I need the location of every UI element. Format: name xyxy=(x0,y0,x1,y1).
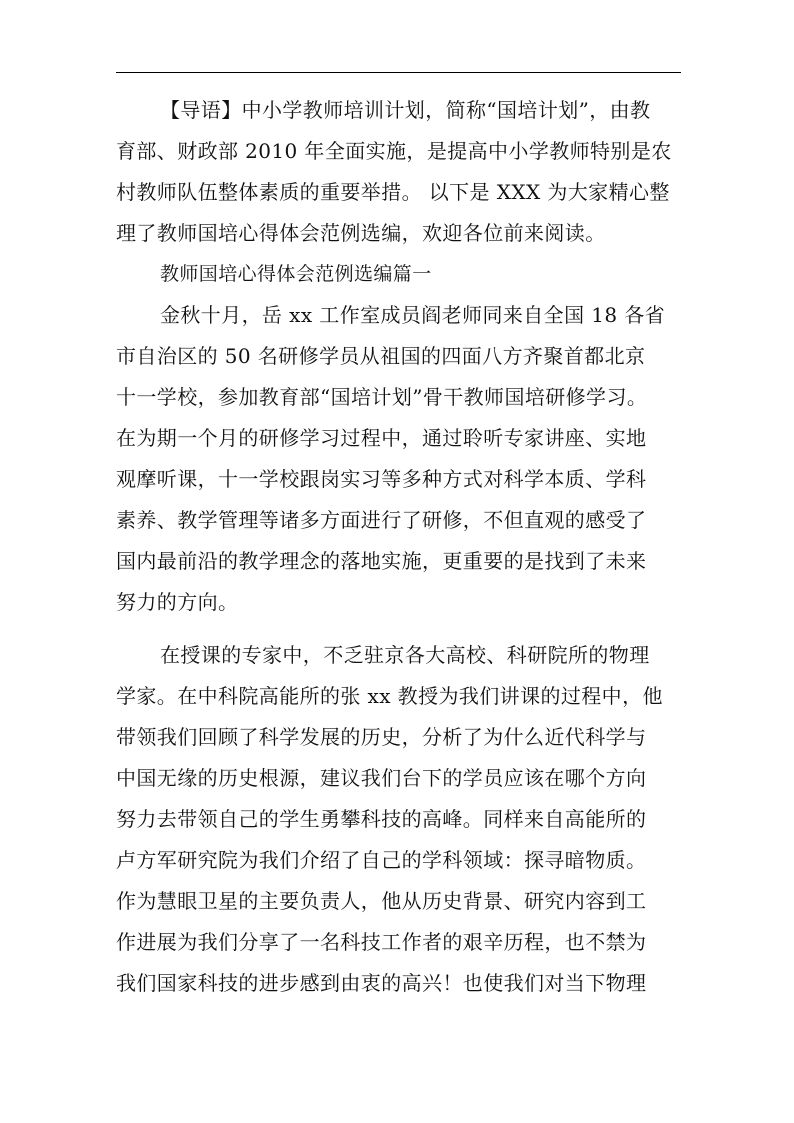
paragraph-gap xyxy=(116,623,681,635)
paragraph1-line: 观摩听课，十一学校跟岗实习等多种方式对科学本质、学科 xyxy=(116,467,647,491)
paragraph1-line: 市自治区的 50 名研修学员从祖国的四面八方齐聚首都北京 xyxy=(116,344,646,368)
paragraph1-line: 在为期一个月的研修学习过程中，通过聆听专家讲座、实地 xyxy=(116,426,647,450)
section-title: 教师国培心得体会范例选编篇一 xyxy=(160,263,432,285)
paragraph2-line: 在授课的专家中，不乏驻京各大高校、科研院所的物理 xyxy=(160,643,650,667)
paragraph1-line: 努力的方向。 xyxy=(116,590,239,614)
paragraph2-line: 卢方军研究院为我们介绍了自己的学科领域：探寻暗物质。 xyxy=(116,848,647,872)
paragraph1-line: 金秋十月，岳 xx 工作室成员阎老师同来自全国 18 各省 xyxy=(160,303,666,327)
document-body xyxy=(116,90,681,1004)
paragraph2-line: 中国无缘的历史根源，建议我们台下的学员应该在哪个方向 xyxy=(116,766,647,790)
paragraph2-line: 学家。在中科院高能所的张 xx 教授为我们讲课的过程中，他 xyxy=(116,684,663,708)
paragraph2-line: 作为慧眼卫星的主要负责人，他从历史背景、研究内容到工 xyxy=(116,889,647,913)
header-rule xyxy=(116,72,681,73)
paragraph2-line: 我们国家科技的进步感到由衷的高兴！也使我们对当下物理 xyxy=(116,971,647,995)
intro-line: 育部、财政部 2010 年全面实施，是提高中小学教师特别是农 xyxy=(116,139,672,163)
paragraph1-line: 十一学校，参加教育部“国培计划”骨干教师国培研修学习。 xyxy=(116,385,648,409)
intro-line: 村教师队伍整体素质的重要举措。 以下是 XXX 为大家精心整 xyxy=(116,180,670,204)
paragraph1-line: 国内最前沿的教学理念的落地实施，更重要的是找到了未来 xyxy=(116,549,647,573)
intro-line: 【导语】中小学教师培训计划，简称“国培计划”，由教 xyxy=(160,98,651,122)
paragraph2-line: 作进展为我们分享了一名科技工作者的艰辛历程，也不禁为 xyxy=(116,930,647,954)
paragraph2-line: 带领我们回顾了科学发展的历史，分析了为什么近代科学与 xyxy=(116,725,647,749)
paragraph1-line: 素养、教学管理等诸多方面进行了研修，不但直观的感受了 xyxy=(116,508,647,532)
intro-line: 理了教师国培心得体会范例选编，欢迎各位前来阅读。 xyxy=(116,221,606,245)
paragraph2-line: 努力去带领自己的学生勇攀科技的高峰。同样来自高能所的 xyxy=(116,807,647,831)
